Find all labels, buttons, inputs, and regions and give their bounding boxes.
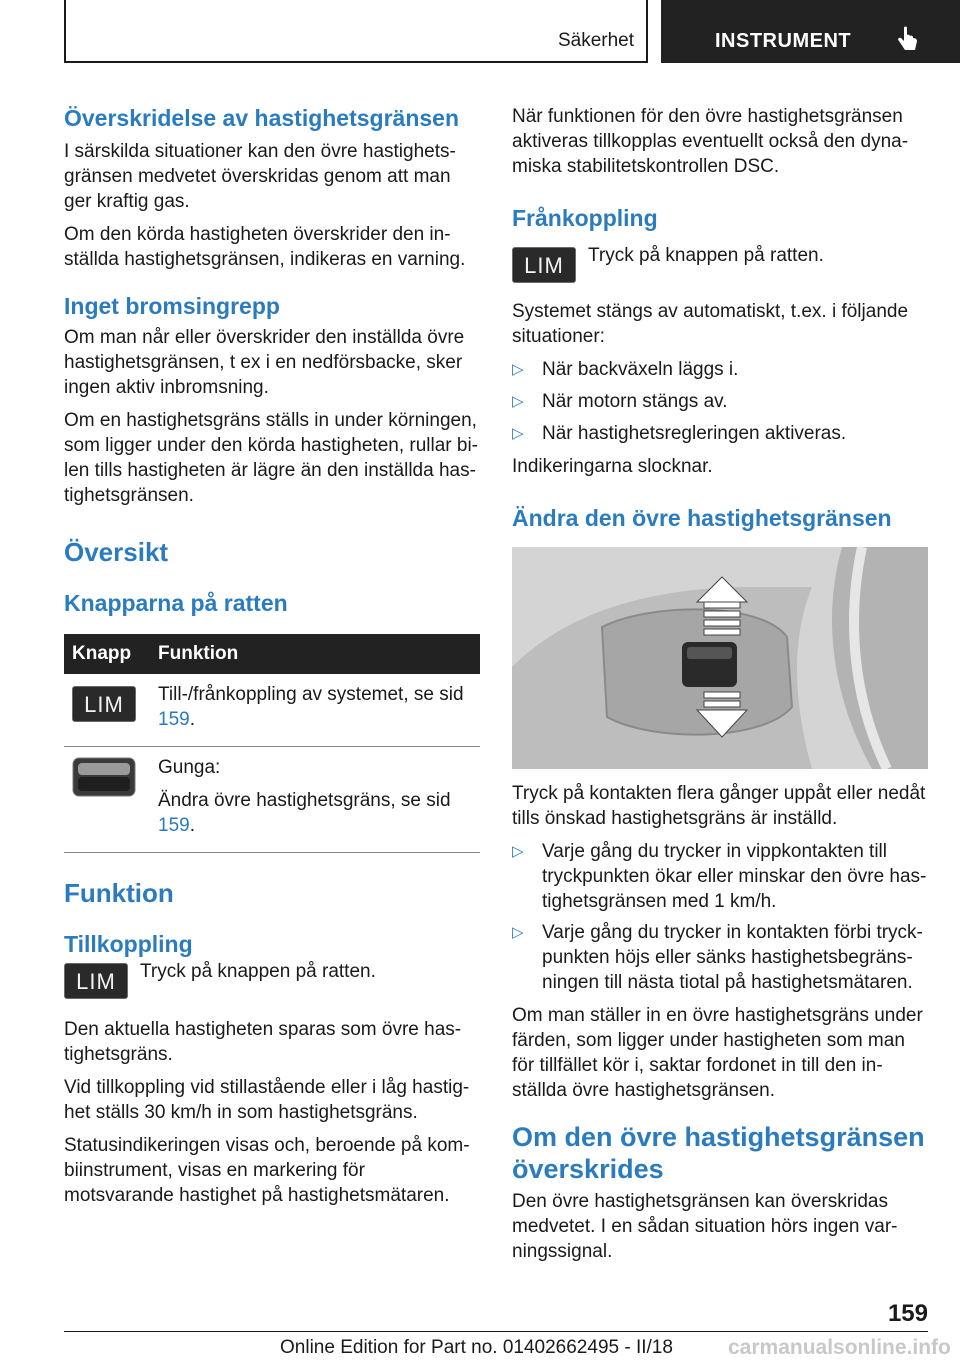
left-column: [64, 100, 480, 1208]
table-cell-text: Ändra övre hastighetsgräns, se sid: [158, 790, 451, 811]
heading-tillkoppling: Tillkoppling: [64, 931, 193, 957]
footer-edition: Online Edition for Part no. 01402662495 - II/18: [280, 1337, 673, 1358]
triangle-bullet-icon: ▷: [512, 843, 524, 860]
table-cell-text: Till-/frånkoppling av systemet, se sid: [158, 684, 464, 705]
lim-button-icon: LIM: [72, 686, 136, 722]
paragraph: När funktionen för den övre hastighetsgränsen aktiveras tillkopplas eventuellt också den dyna-miska stabilitetskontrollen DSC.: [512, 106, 909, 177]
heading-om-den-ovre: Om den övre hastighetsgränsen överskrides: [512, 1122, 925, 1184]
page-link[interactable]: 159: [158, 709, 190, 730]
tillkoppling-instruction: [64, 959, 480, 999]
paragraph: Den aktuella hastigheten sparas som övre has-tighetsgräns.: [64, 1019, 462, 1065]
lim-button-icon: LIM: [512, 247, 576, 283]
instruction-text: Tryck på knappen på ratten.: [588, 245, 824, 266]
heading-overskridelse: Överskridelse av hastighetsgränsen: [64, 105, 460, 131]
paragraph: Om den körda hastigheten överskrider den in-ställda hastighetsgränsen, indikeras en varning.: [64, 224, 466, 270]
paragraph: Om en hastighetsgräns ställs in under körningen, som ligger under den körda hastigheten, rullar bi-len tills hastigheten är lägre än den inställda has-tighetsgränsen.: [64, 410, 479, 506]
rocker-switch-icon: [72, 757, 136, 797]
paragraph: Om man når eller överskrider den inställda övre hastighetsgränsen, t ex i en nedförsbacke, sker ingen aktiv inbromsning.: [64, 327, 465, 398]
heading-andra: Ändra den övre hastighetsgränsen: [512, 505, 892, 531]
triangle-bullet-icon: ▷: [512, 393, 524, 410]
header-section-box: [64, 0, 648, 63]
right-column: [512, 100, 928, 1264]
header-chapter-label: INSTRUMENT: [715, 30, 852, 52]
triangle-bullet-icon: ▷: [512, 425, 524, 442]
list-item: ▷ Varje gång du trycker in kontakten förbi tryck-punkten höjs eller sänks hastighetsbegräns-ningen till nästa tiotal på hastighetsmätaren.: [512, 922, 923, 993]
paragraph: Systemet stängs av automatiskt, t.ex. i följande situationer:: [512, 301, 909, 347]
hand-pointer-icon: [896, 26, 920, 54]
table-row: LIM Till-/frånkoppling av systemet, se sid 159.: [64, 674, 480, 747]
header-section-label: Säkerhet: [557, 30, 634, 51]
heading-inget-bromsingrepp: Inget bromsingrepp: [64, 293, 280, 319]
list-item: ▷ När backväxeln läggs i.: [512, 359, 739, 380]
list-item: ▷ När motorn stängs av.: [512, 391, 728, 412]
list-item: ▷ Varje gång du trycker in vippkontakten till tryckpunkten ökar eller minskar den övre has-tighetsgränsen med 1 km/h.: [512, 841, 927, 912]
column-header-funktion: Funktion: [150, 634, 480, 674]
heading-oversikt: Översikt: [64, 537, 169, 567]
steering-wheel-rocker-photo: [512, 547, 928, 769]
paragraph: Tryck på kontakten flera gånger uppåt eller nedåt tills önskad hastighetsgräns är inställd.: [512, 783, 926, 829]
table-cell-text: Gunga:: [158, 757, 221, 778]
bullet-list: [512, 357, 928, 446]
paragraph: Den övre hastighetsgränsen kan överskridas medvetet. I en sådan situation hörs ingen var-ningssignal.: [512, 1191, 898, 1262]
footer-divider: [64, 1331, 928, 1332]
paragraph: Statusindikeringen visas och, beroende på kom-biinstrument, visas en markering för motsvarande hastighet på hastighetsmätaren.: [64, 1135, 470, 1206]
page-number: 159: [887, 1300, 928, 1327]
triangle-bullet-icon: ▷: [512, 361, 524, 378]
column-header-knapp: Knapp: [64, 634, 150, 674]
lim-button-icon: LIM: [64, 963, 128, 999]
buttons-table: [64, 634, 480, 853]
page-link[interactable]: 159: [158, 815, 190, 836]
heading-knapparna: Knapparna på ratten: [64, 590, 288, 616]
table-header-row: [64, 634, 480, 674]
heading-frankoppling: Frånkoppling: [512, 205, 658, 231]
watermark: carmanualsonline.info: [728, 1336, 951, 1359]
triangle-bullet-icon: ▷: [512, 924, 524, 941]
list-item: ▷ När hastighetsregleringen aktiveras.: [512, 423, 847, 444]
instruction-text: Tryck på knappen på ratten.: [140, 961, 376, 982]
table-row: Gunga: Ändra övre hastighetsgräns, se sid 159.: [64, 747, 480, 853]
heading-funktion: Funktion: [64, 878, 174, 908]
paragraph: Vid tillkoppling vid stillastående eller i låg hastig-het ställs 30 km/h in som hastighetsgräns.: [64, 1077, 470, 1123]
header-chapter-tab: [661, 0, 960, 63]
paragraph: I särskilda situationer kan den övre hastighets-gränsen medvetet överskridas genom att man ger kraftig gas.: [64, 141, 456, 212]
frankoppling-instruction: [512, 243, 928, 283]
paragraph: Om man ställer in en övre hastighetsgräns under färden, som ligger under hastigheten som man för tillfället kör i, saktar fordonet in till den in-ställda övre hastighetsgränsen.: [512, 1005, 923, 1101]
bullet-list: [512, 839, 928, 995]
paragraph: Indikeringarna slocknar.: [512, 456, 713, 477]
